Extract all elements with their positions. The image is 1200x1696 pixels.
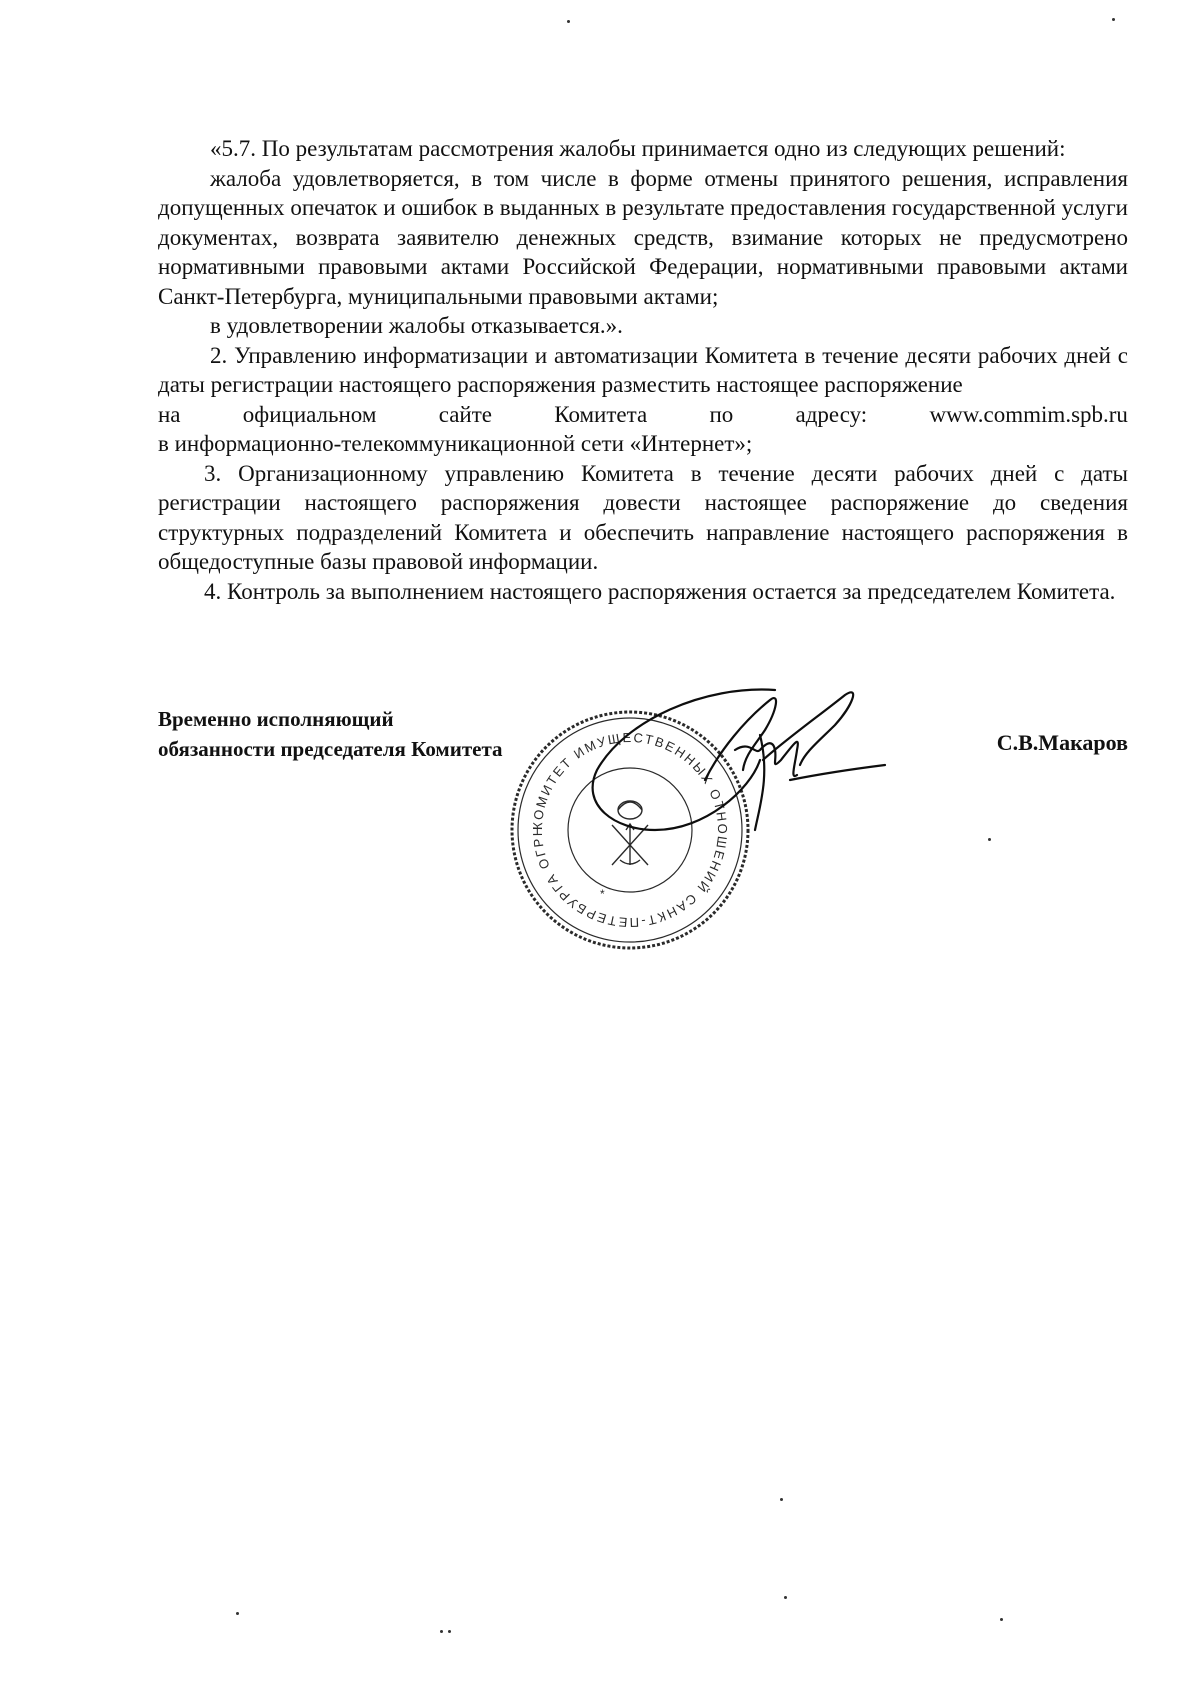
scan-speck (236, 1612, 239, 1615)
url-line-word: адресу: (795, 401, 868, 427)
scan-speck (780, 1498, 783, 1501)
scan-speck (448, 1630, 451, 1633)
signatory-title-line1: Временно исполняющий (158, 707, 394, 731)
scan-speck (988, 838, 991, 841)
signature-block (158, 704, 1128, 764)
svg-text:*: * (600, 887, 605, 901)
paragraph-complaint-rejected: в удовлетворении жалобы отказывается.». (210, 313, 623, 338)
scan-speck (1112, 18, 1115, 21)
paragraph-item-2-end: в информационно-телекоммуникационной сети «Интернет»; (158, 431, 753, 456)
url-line-word: Комитета (554, 401, 648, 427)
url-line (158, 400, 1128, 430)
url-line-word: официальном (242, 401, 377, 427)
url-line-word: на (158, 401, 181, 427)
scan-speck (567, 20, 570, 23)
signatory-title-line2: обязанности председателя Комитета (158, 737, 503, 761)
paragraph-5-7-intro: «5.7. По результатам рассмотрения жалобы принимается одно из следующих решений: (210, 136, 1066, 161)
document-body (158, 134, 1128, 606)
website-url: www.commim.spb.ru (929, 401, 1128, 427)
paragraph-item-4: 4. Контроль за выполнением настоящего распоряжения остается за председателем Комитета. (204, 578, 1116, 604)
url-line-word: по (709, 401, 734, 427)
scan-speck (784, 1596, 787, 1599)
stamp-text: КОМИТЕТ ИМУЩЕСТВЕННЫХ ОТНОШЕНИЙ САНКТ-ПЕТЕРБУРГА ОГРН (529, 729, 731, 931)
url-line-word: сайте (438, 401, 492, 427)
scan-speck (1000, 1618, 1003, 1621)
paragraph-item-3: 3. Организационному управлению Комитета в течение десяти рабочих дней с даты регистрации настоящего распоряжения довести настоящее распоряжение до сведения структурных подразделений Комитета и обеспечить направление настоящего распоряжения в общедоступные базы правовой информации. (158, 460, 1128, 574)
scan-speck (440, 1630, 443, 1633)
paragraph-complaint-satisfied: жалоба удовлетворяется, в том числе в форме отмены принятого решения, исправления допущенных опечаток и ошибок в выданных в результате предоставления государственной услуги документах, возврата заявителю денежных средств, взимание которых не предусмотрено нормативными правовыми актами Российской Федерации, нормативными правовыми актами Санкт-Петербурга, муниципальными правовыми актами; (158, 165, 1128, 309)
signatory-name: С.В.Макаров (996, 730, 1128, 755)
paragraph-item-2: 2. Управлению информатизации и автоматизации Комитета в течение десяти рабочих дней с даты регистрации настоящего распоряжения разместить настоящее распоряжение (158, 342, 1128, 397)
